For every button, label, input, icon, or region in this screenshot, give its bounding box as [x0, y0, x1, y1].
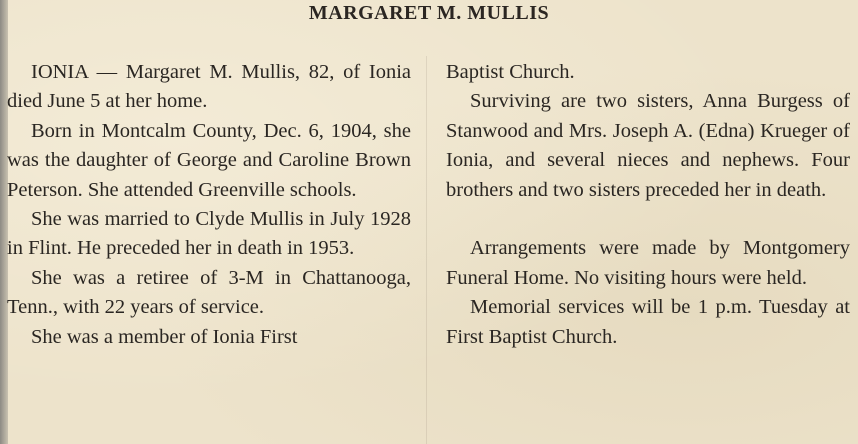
obituary-headline: MARGARET M. MULLIS	[308, 2, 550, 24]
paragraph-marriage: She was married to Clyde Mullis in July 1928 in Flint. He preceded her in death in 1953.	[7, 208, 411, 260]
left-column	[7, 58, 411, 352]
paragraph-church-end: Baptist Church.	[446, 61, 575, 83]
paragraph-memorial: Memorial services will be 1 p.m. Tuesday at First Baptist Church.	[446, 296, 850, 348]
paragraph-church-start: She was a member of Ionia First	[31, 325, 298, 348]
paragraph-spacer	[446, 205, 850, 234]
column-gutter	[426, 56, 427, 444]
paragraph-arrangements: Arrangements were made by Montgomery Funeral Home. No visiting hours were held.	[446, 237, 850, 289]
paragraph-birth: Born in Montcalm County, Dec. 6, 1904, she was the daughter of George and Caroline Brown Peterson. She attended Greenville schools.	[7, 119, 411, 201]
paragraph-death-notice: IONIA — Margaret M. Mullis, 82, of Ionia died June 5 at her home.	[7, 61, 411, 113]
paragraph-career: She was a retiree of 3-M in Chattanooga, Tenn., with 22 years of service.	[7, 266, 411, 319]
paragraph-survivors: Surviving are two sisters, Anna Burgess of Stanwood and Mrs. Joseph A. (Edna) Krueger of Ionia, and several nieces and nephews. Four brothers and two sisters preceded her in death.	[446, 90, 850, 201]
right-column	[446, 58, 850, 352]
